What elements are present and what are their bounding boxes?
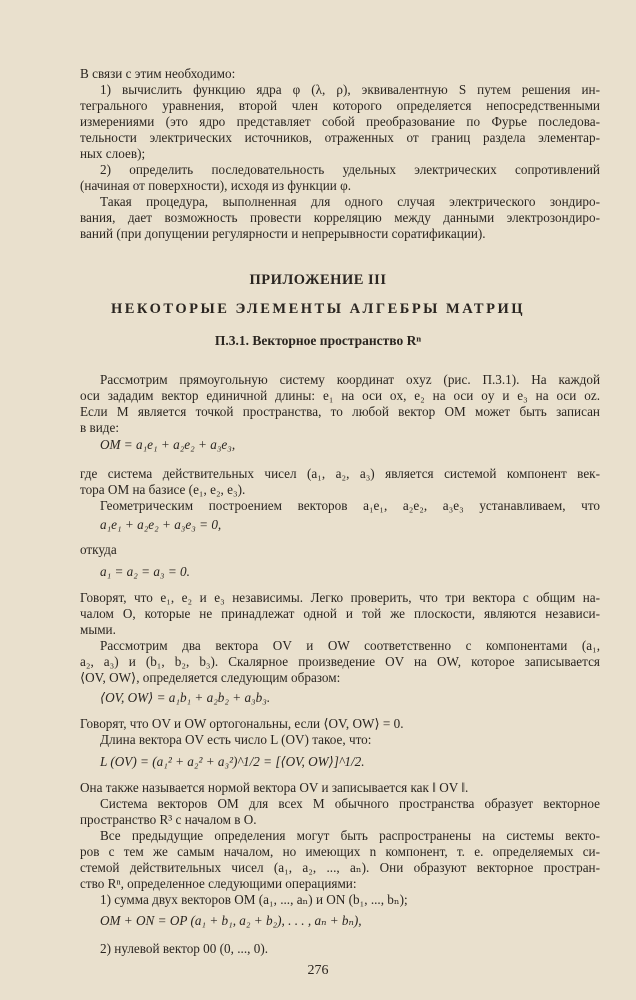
text-line: Система векторов OM для всех M обычного пространства образует векторное	[100, 796, 600, 811]
text-line: ров с тем же самым началом, но имеющих n компонент, т. е. определяемых си-	[80, 844, 600, 859]
text-line: Длина вектора OV есть число L (OV) такое, что:	[100, 732, 372, 747]
text-line: Если M является точкой пространства, то любой вектор OM может быть записан	[80, 404, 600, 419]
text-line: откуда	[80, 542, 117, 557]
formula: ⟨OV, OW⟩ = a₁b₁ + a₂b₂ + a₃b₃.	[100, 690, 271, 705]
formula: a₁ = a₂ = a₃ = 0.	[100, 564, 190, 579]
text-line: в виде:	[80, 420, 120, 435]
text-line: 2) определить последовательность удельных электрических сопротивлений	[100, 162, 600, 177]
text-line: 1) вычислить функцию ядра φ (λ, ρ), эквивалентную S путем решения ин-	[100, 82, 600, 97]
appendix-title: ПРИЛОЖЕНИЕ III	[249, 272, 387, 288]
text-line: ⟨OV, OW⟩, определяется следующим образом:	[80, 670, 341, 685]
text-line: Она также называется нормой вектора OV и записывается как ‖ OV ‖.	[80, 780, 469, 795]
text-line: где система действительных чисел (a₁, a₂, a₃) является системой компонент век-	[80, 466, 600, 481]
text-line: Все предыдущие определения могут быть распространены на системы векто-	[100, 828, 600, 843]
text-line: оси зададим вектор единичной длины: e₁ на оси ox, e₂ на оси oy и e₃ на оси oz.	[80, 388, 600, 403]
page-number: 276	[307, 963, 329, 978]
text-line: чалом O, которые не принадлежат одной и той же плоскости, являются независи-	[80, 606, 600, 621]
text-line: пространство R³ с началом в O.	[80, 812, 257, 827]
text-line: тегрального уравнения, второй член которого определяется непосредственными	[80, 98, 600, 113]
text-line: ных слоев);	[80, 146, 146, 161]
text-line: тора OM на базисе (e₁, e₂, e₃).	[80, 482, 246, 497]
appendix-subtitle: НЕКОТОРЫЕ ЭЛЕМЕНТЫ АЛГЕБРЫ МАТРИЦ	[110, 301, 526, 317]
formula: L (OV) = (a₁² + a₂² + a₃²)^1/2 = [⟨OV, OW⟩]^1/2.	[100, 754, 365, 769]
section-heading: П.3.1. Векторное пространство Rⁿ	[214, 333, 422, 348]
text-line: тельности электрических источников, отраженных от границ раздела элементар-	[80, 130, 600, 145]
text-line: ство Rⁿ, определенное следующими операциями:	[80, 876, 357, 891]
text-line: ваний (при допущении регулярности и непрерывности соратификации).	[80, 226, 486, 241]
text-line: вания, дает возможность провести корреляцию между данными электрозондиро-	[80, 210, 600, 225]
text-line: Говорят, что OV и OW ортогональны, если ⟨OV, OW⟩ = 0.	[80, 716, 404, 731]
text-line: 1) сумма двух векторов OM (a₁, ..., aₙ) и ON (b₁, ..., bₙ);	[100, 892, 408, 907]
text-line: Рассмотрим прямоугольную систему координат oxyz (рис. П.3.1). На каждой	[100, 372, 600, 387]
text-line: (начиная от поверхности), исходя из функции φ.	[80, 178, 352, 193]
text-line: измерениями (это ядро представляет собой преобразование по Фурье последова-	[80, 114, 600, 129]
text-line: a₂, a₃) и (b₁, b₂, b₃). Скалярное произведение OV на OW, которое записывается	[80, 654, 600, 669]
formula: a₁e₁ + a₂e₂ + a₃e₃ = 0,	[100, 517, 222, 532]
formula: OM + ON = OP (a₁ + b₁, a₂ + b₂), . . . , aₙ + bₙ),	[100, 913, 362, 928]
text-line: В связи с этим необходимо:	[80, 66, 236, 81]
text-line: 2) нулевой вектор 00 (0, ..., 0).	[100, 941, 269, 956]
text-line: Такая процедура, выполненная для одного случая электрического зондиро-	[100, 194, 600, 209]
text-line: Геометрическим построением векторов a₁e₁, a₂e₂, a₃e₃ устанавливаем, что	[100, 498, 600, 513]
text-line: Говорят, что e₁, e₂ и e₃ независимы. Легко проверить, что три вектора с общим на-	[80, 590, 600, 605]
text-line: мыми.	[80, 622, 116, 637]
text-line: Рассмотрим два вектора OV и OW соответственно с компонентами (a₁,	[100, 638, 600, 653]
text-line: стемой действительных чисел (a₁, a₂, ..., aₙ). Они образуют векторное простран-	[80, 860, 600, 875]
formula: OM = a₁e₁ + a₂e₂ + a₃e₃,	[100, 437, 236, 452]
